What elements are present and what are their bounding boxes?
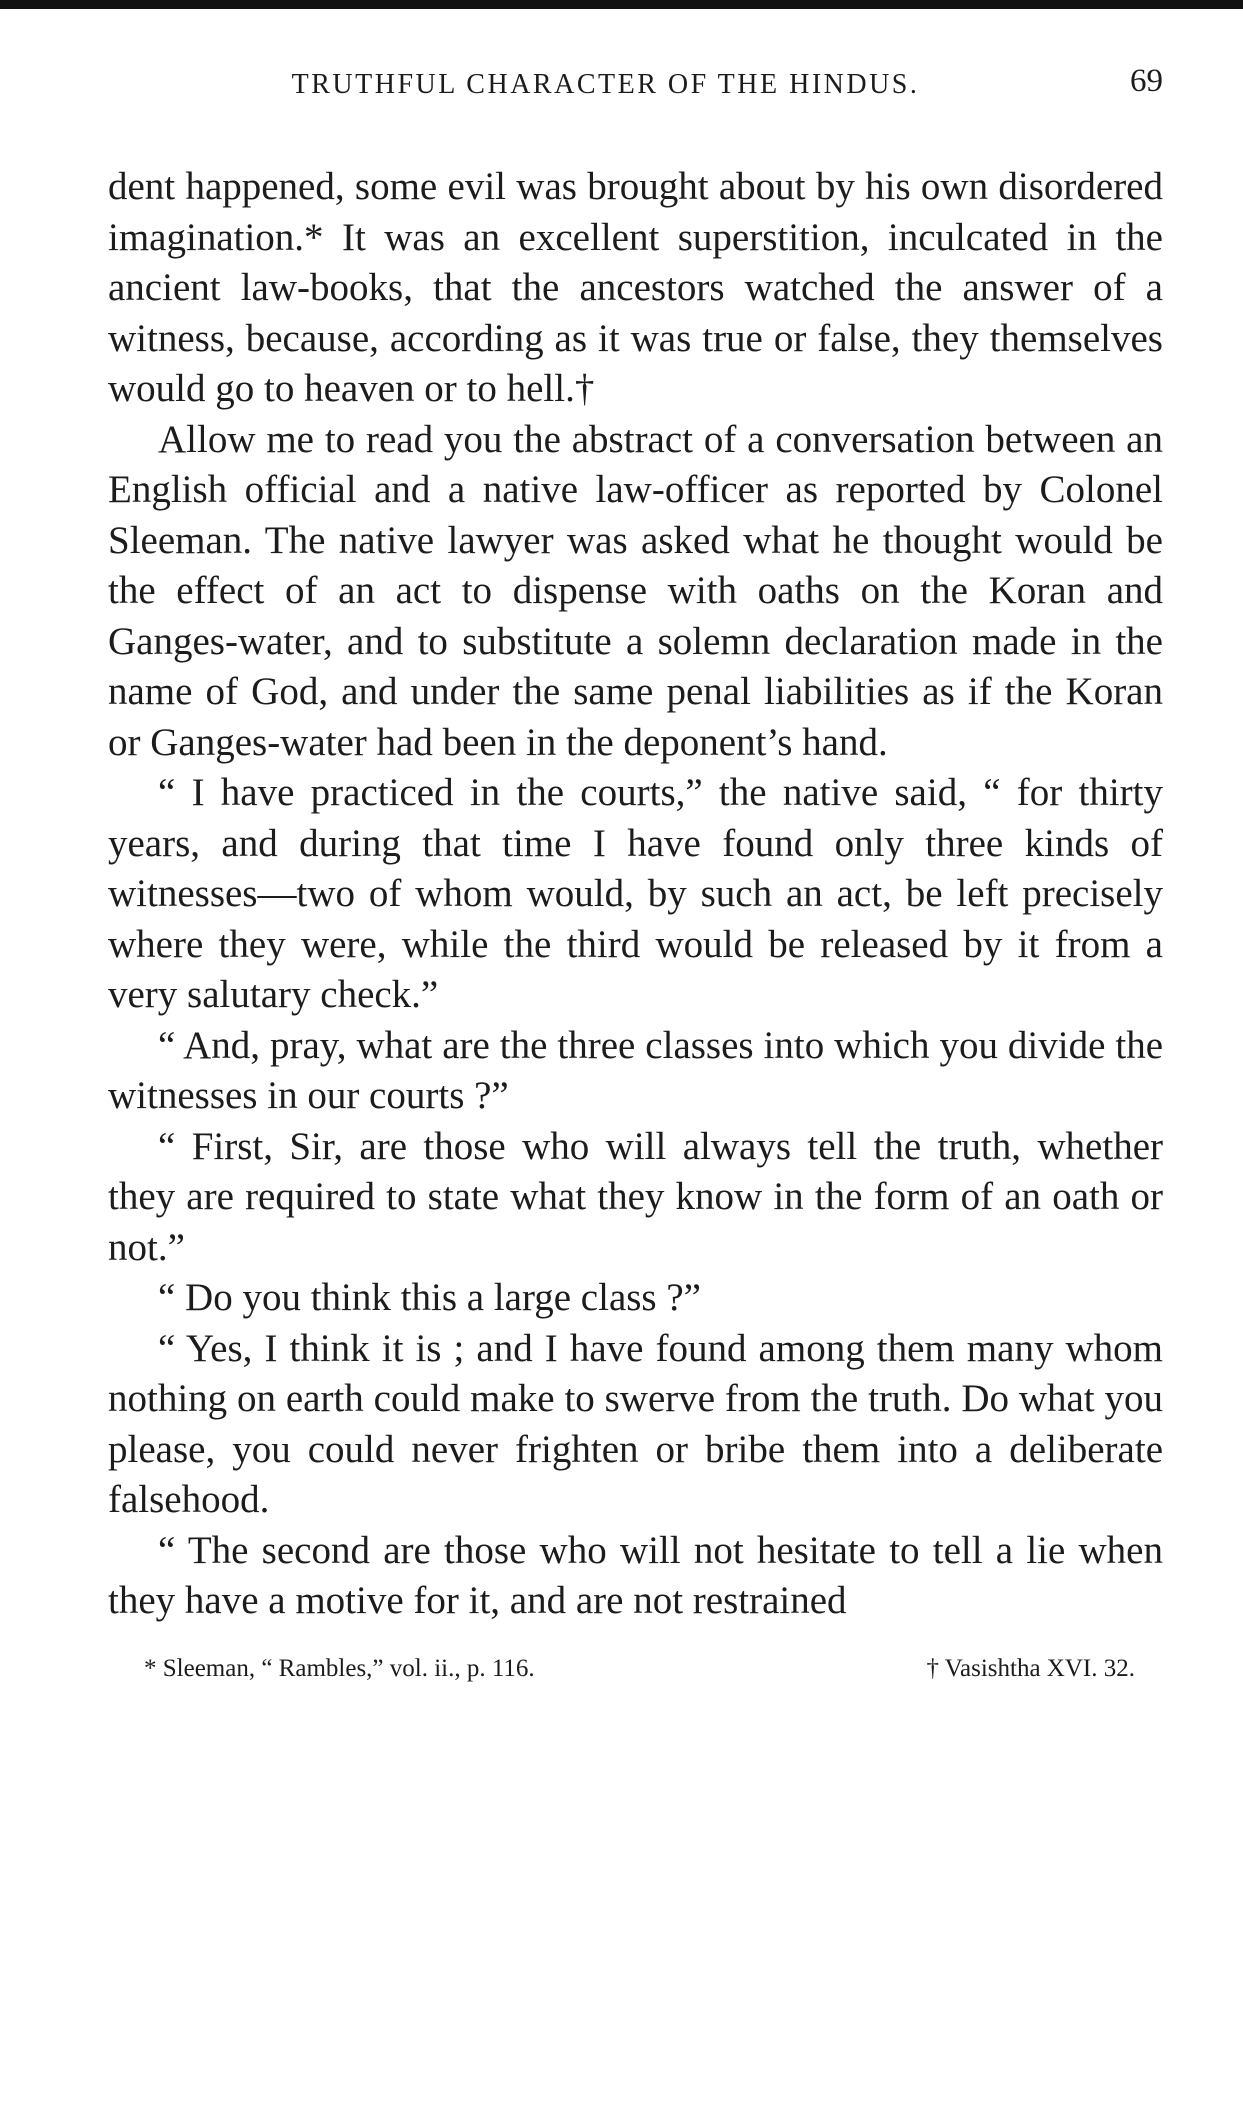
paragraph-8: “ The second are those who will not hesitate to tell a lie when they have a motive for it, and are not restrained <box>108 1528 1163 1622</box>
body-text <box>108 162 1163 1627</box>
paragraph-4: “ And, pray, what are the three classes into which you divide the witnesses in our courts ?” <box>108 1023 1163 1117</box>
footnotes <box>108 1655 1163 1683</box>
paragraph-2: Allow me to read you the abstract of a conversation between an English official and a native law-officer as reported by Colonel Sleeman. The native lawyer was asked what he thought would be the effect of an act to dispense with oaths on the Koran and Ganges-water, and to substitute a solemn declaration made in the name of God, and under the same penal liabilities as if the Koran or Ganges-water had been in the deponent’s hand. <box>108 417 1163 764</box>
book-page <box>108 55 1163 1683</box>
paragraph-6: “ Do you think this a large class ?” <box>158 1276 701 1319</box>
page-number: 69 <box>1130 63 1163 99</box>
paragraph-1: dent happened, some evil was brought about by his own disordered imagination.* It was an excellent superstition, inculcated in the ancient law-books, that the ancestors watched the answer of a witness, because, according as it was true or false, they themselves would go to heaven or to hell.† <box>108 165 1163 410</box>
footnote-star: * Sleeman, “ Rambles,” vol. ii., p. 116. <box>144 1654 535 1682</box>
page-header <box>108 55 1163 115</box>
paragraph-5: “ First, Sir, are those who will always tell the truth, whether they are required to state what they know in the form of an oath or not.” <box>108 1124 1163 1269</box>
footnote-dagger: † Vasishtha XVI. 32. <box>926 1654 1135 1682</box>
paragraph-3: “ I have practiced in the courts,” the native said, “ for thirty years, and during that time I have found only three kinds of witnesses—two of whom would, by such an act, be left precisely where they were, while the third would be released by it from a very salutary check.” <box>108 771 1163 1016</box>
running-head: TRUTHFUL CHARACTER OF THE HINDUS. <box>291 69 920 100</box>
paragraph-7: “ Yes, I think it is ; and I have found among them many whom nothing on earth could make to swerve from the truth. Do what you please, you could never frighten or bribe them into a deliberate falsehood. <box>108 1326 1163 1521</box>
page-top-edge <box>0 0 1243 9</box>
